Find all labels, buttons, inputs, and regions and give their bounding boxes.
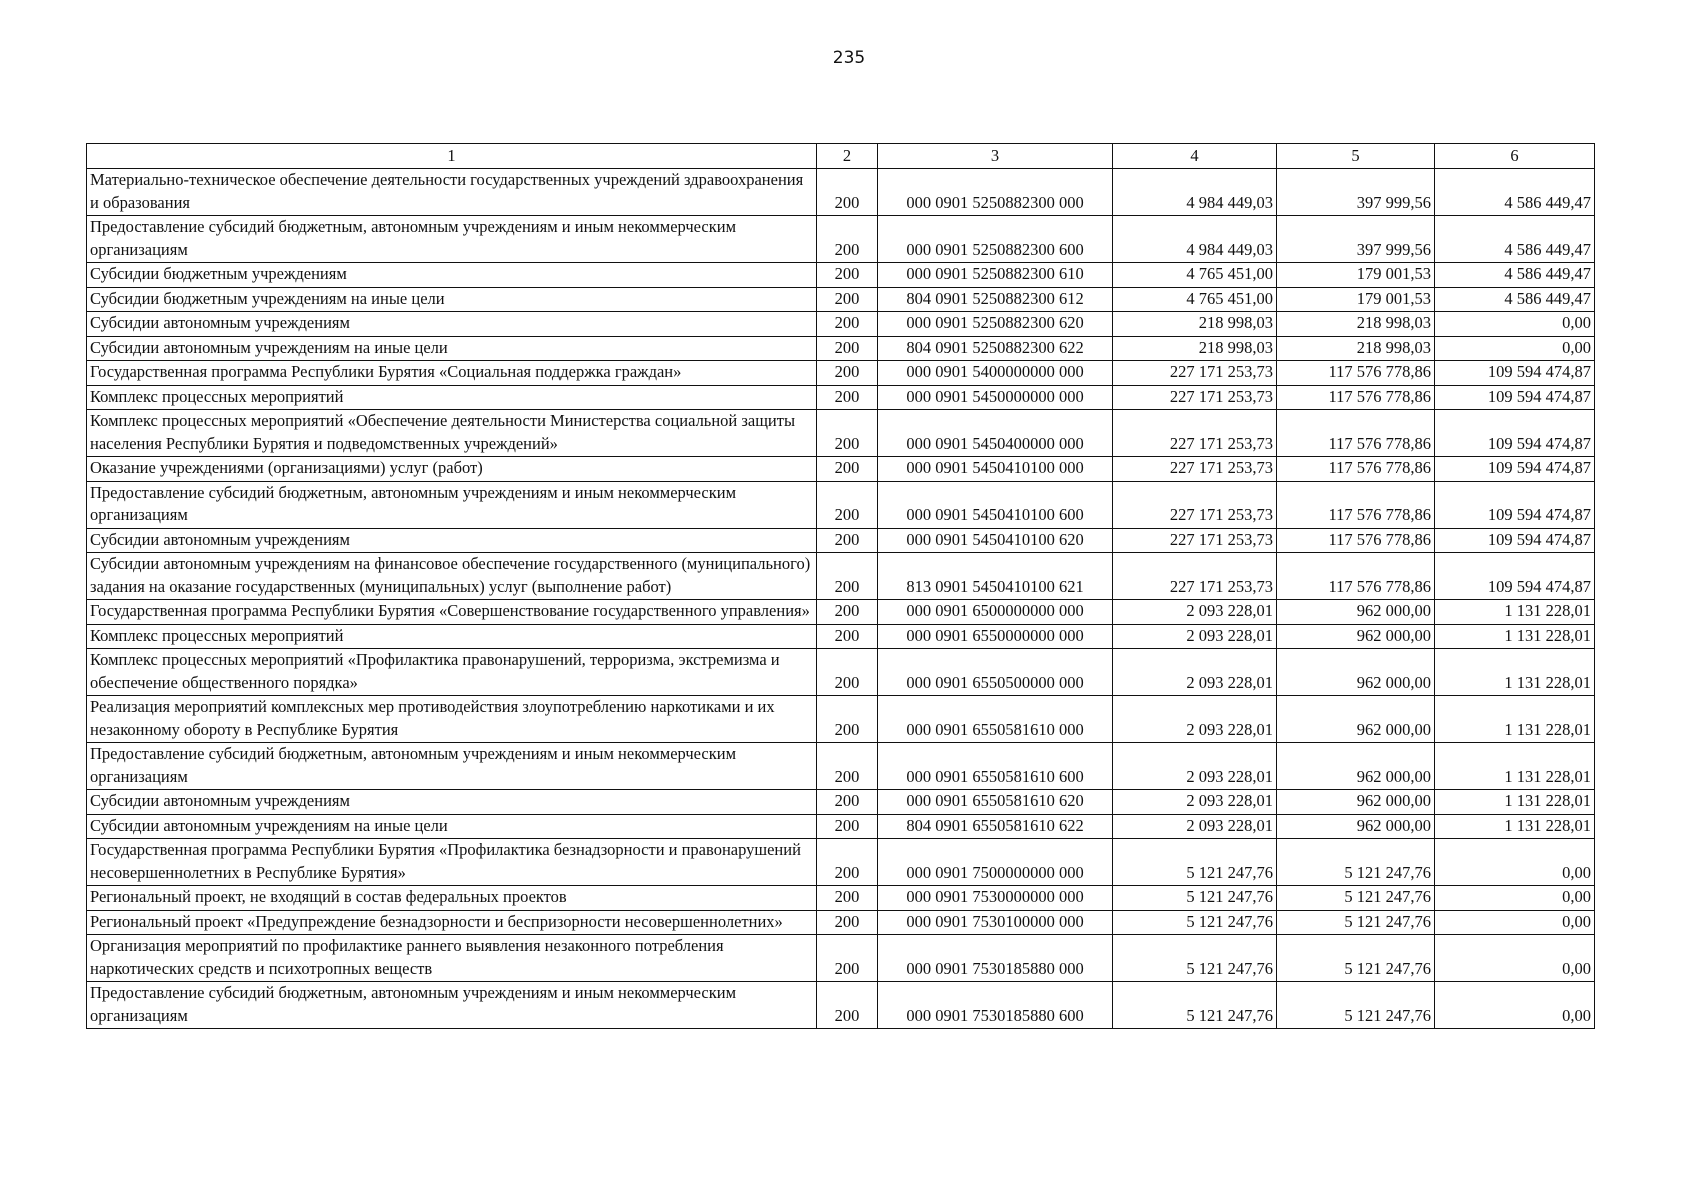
table-row bbox=[87, 814, 1595, 839]
row-admin-code-cell: 200 bbox=[817, 528, 878, 553]
row-budget-code-cell: 804 0901 5250882300 612 bbox=[878, 287, 1113, 312]
row-column4-amount-cell: 227 171 253,73 bbox=[1113, 457, 1277, 482]
row-name-cell: Субсидии автономным учреждениям на иные цели bbox=[87, 814, 817, 839]
table-row bbox=[87, 982, 1595, 1029]
row-column4-amount-cell: 2 093 228,01 bbox=[1113, 649, 1277, 696]
row-column6-amount-cell: 0,00 bbox=[1435, 910, 1595, 935]
row-name-cell: Комплекс процессных мероприятий «Профилактика правонарушений, терроризма, экстремизма и обеспечение общественного порядка» bbox=[87, 649, 817, 696]
row-budget-code-cell: 000 0901 7530000000 000 bbox=[878, 886, 1113, 911]
row-budget-code-cell: 804 0901 6550581610 622 bbox=[878, 814, 1113, 839]
row-column6-amount-cell: 1 131 228,01 bbox=[1435, 743, 1595, 790]
row-column5-amount-cell: 962 000,00 bbox=[1277, 696, 1435, 743]
row-admin-code-cell: 200 bbox=[817, 886, 878, 911]
row-name-cell: Комплекс процессных мероприятий «Обеспечение деятельности Министерства социальной защиты населения Республики Бурятия и подведомственных учреждений» bbox=[87, 410, 817, 457]
header-cell: 1 bbox=[87, 144, 817, 169]
table-row bbox=[87, 336, 1595, 361]
row-admin-code-cell: 200 bbox=[817, 263, 878, 288]
row-column4-amount-cell: 227 171 253,73 bbox=[1113, 528, 1277, 553]
row-budget-code-cell: 000 0901 7500000000 000 bbox=[878, 839, 1113, 886]
row-admin-code-cell: 200 bbox=[817, 553, 878, 600]
row-name-cell: Предоставление субсидий бюджетным, автономным учреждениям и иным некоммерческим организациям bbox=[87, 481, 817, 528]
row-name-cell: Субсидии автономным учреждениям bbox=[87, 312, 817, 337]
row-column4-amount-cell: 5 121 247,76 bbox=[1113, 935, 1277, 982]
row-budget-code-cell: 813 0901 5450410100 621 bbox=[878, 553, 1113, 600]
row-column6-amount-cell: 109 594 474,87 bbox=[1435, 553, 1595, 600]
row-name-cell: Субсидии бюджетным учреждениям на иные цели bbox=[87, 287, 817, 312]
table-row bbox=[87, 743, 1595, 790]
row-budget-code-cell: 000 0901 5250882300 600 bbox=[878, 216, 1113, 263]
row-column4-amount-cell: 2 093 228,01 bbox=[1113, 600, 1277, 625]
row-budget-code-cell: 000 0901 6550500000 000 bbox=[878, 649, 1113, 696]
row-column4-amount-cell: 5 121 247,76 bbox=[1113, 982, 1277, 1029]
row-admin-code-cell: 200 bbox=[817, 481, 878, 528]
row-column5-amount-cell: 218 998,03 bbox=[1277, 336, 1435, 361]
table-row bbox=[87, 169, 1595, 216]
table-row bbox=[87, 649, 1595, 696]
row-name-cell: Субсидии бюджетным учреждениям bbox=[87, 263, 817, 288]
row-column6-amount-cell: 4 586 449,47 bbox=[1435, 216, 1595, 263]
row-name-cell: Материально-техническое обеспечение деятельности государственных учреждений здравоохранения и образования bbox=[87, 169, 817, 216]
row-budget-code-cell: 000 0901 5450410100 000 bbox=[878, 457, 1113, 482]
row-budget-code-cell: 804 0901 5250882300 622 bbox=[878, 336, 1113, 361]
row-column6-amount-cell: 1 131 228,01 bbox=[1435, 624, 1595, 649]
row-budget-code-cell: 000 0901 5400000000 000 bbox=[878, 361, 1113, 386]
row-column5-amount-cell: 5 121 247,76 bbox=[1277, 839, 1435, 886]
row-budget-code-cell: 000 0901 5250882300 610 bbox=[878, 263, 1113, 288]
row-column6-amount-cell: 109 594 474,87 bbox=[1435, 361, 1595, 386]
row-admin-code-cell: 200 bbox=[817, 839, 878, 886]
row-column4-amount-cell: 5 121 247,76 bbox=[1113, 910, 1277, 935]
row-name-cell: Субсидии автономным учреждениям bbox=[87, 790, 817, 815]
row-admin-code-cell: 200 bbox=[817, 336, 878, 361]
row-name-cell: Оказание учреждениями (организациями) услуг (работ) bbox=[87, 457, 817, 482]
row-column5-amount-cell: 397 999,56 bbox=[1277, 169, 1435, 216]
row-column5-amount-cell: 117 576 778,86 bbox=[1277, 457, 1435, 482]
table-row bbox=[87, 886, 1595, 911]
row-admin-code-cell: 200 bbox=[817, 287, 878, 312]
header-cell: 5 bbox=[1277, 144, 1435, 169]
row-name-cell: Предоставление субсидий бюджетным, автономным учреждениям и иным некоммерческим организациям bbox=[87, 982, 817, 1029]
row-admin-code-cell: 200 bbox=[817, 216, 878, 263]
row-column4-amount-cell: 2 093 228,01 bbox=[1113, 696, 1277, 743]
row-column6-amount-cell: 0,00 bbox=[1435, 935, 1595, 982]
row-budget-code-cell: 000 0901 5450400000 000 bbox=[878, 410, 1113, 457]
row-column5-amount-cell: 117 576 778,86 bbox=[1277, 528, 1435, 553]
row-column4-amount-cell: 4 765 451,00 bbox=[1113, 287, 1277, 312]
header-cell: 4 bbox=[1113, 144, 1277, 169]
row-budget-code-cell: 000 0901 5250882300 000 bbox=[878, 169, 1113, 216]
row-name-cell: Реализация мероприятий комплексных мер противодействия злоупотреблению наркотиками и их незаконному обороту в Республике Бурятия bbox=[87, 696, 817, 743]
row-budget-code-cell: 000 0901 6550000000 000 bbox=[878, 624, 1113, 649]
row-admin-code-cell: 200 bbox=[817, 814, 878, 839]
table-row bbox=[87, 790, 1595, 815]
table-row bbox=[87, 839, 1595, 886]
row-name-cell: Организация мероприятий по профилактике раннего выявления незаконного потребления наркотических средств и психотропных веществ bbox=[87, 935, 817, 982]
row-column6-amount-cell: 1 131 228,01 bbox=[1435, 790, 1595, 815]
page-number: 235 bbox=[832, 48, 866, 68]
row-column6-amount-cell: 1 131 228,01 bbox=[1435, 649, 1595, 696]
table-row bbox=[87, 361, 1595, 386]
row-name-cell: Комплекс процессных мероприятий bbox=[87, 385, 817, 410]
row-admin-code-cell: 200 bbox=[817, 600, 878, 625]
row-admin-code-cell: 200 bbox=[817, 696, 878, 743]
row-column5-amount-cell: 117 576 778,86 bbox=[1277, 385, 1435, 410]
row-name-cell: Региональный проект «Предупреждение безнадзорности и беспризорности несовершеннолетних» bbox=[87, 910, 817, 935]
row-column6-amount-cell: 0,00 bbox=[1435, 839, 1595, 886]
row-column4-amount-cell: 4 984 449,03 bbox=[1113, 169, 1277, 216]
row-column4-amount-cell: 227 171 253,73 bbox=[1113, 361, 1277, 386]
header-cell: 2 bbox=[817, 144, 878, 169]
row-column5-amount-cell: 117 576 778,86 bbox=[1277, 481, 1435, 528]
row-column5-amount-cell: 962 000,00 bbox=[1277, 649, 1435, 696]
row-column6-amount-cell: 4 586 449,47 bbox=[1435, 287, 1595, 312]
row-column6-amount-cell: 109 594 474,87 bbox=[1435, 528, 1595, 553]
row-budget-code-cell: 000 0901 5450000000 000 bbox=[878, 385, 1113, 410]
row-column4-amount-cell: 227 171 253,73 bbox=[1113, 553, 1277, 600]
row-column5-amount-cell: 5 121 247,76 bbox=[1277, 982, 1435, 1029]
row-name-cell: Региональный проект, не входящий в состав федеральных проектов bbox=[87, 886, 817, 911]
row-budget-code-cell: 000 0901 6500000000 000 bbox=[878, 600, 1113, 625]
row-admin-code-cell: 200 bbox=[817, 361, 878, 386]
row-budget-code-cell: 000 0901 7530185880 000 bbox=[878, 935, 1113, 982]
row-column6-amount-cell: 109 594 474,87 bbox=[1435, 481, 1595, 528]
row-name-cell: Государственная программа Республики Бурятия «Совершенствование государственного управления» bbox=[87, 600, 817, 625]
row-column5-amount-cell: 218 998,03 bbox=[1277, 312, 1435, 337]
row-name-cell: Субсидии автономным учреждениям bbox=[87, 528, 817, 553]
header-cell: 3 bbox=[878, 144, 1113, 169]
row-name-cell: Государственная программа Республики Бурятия «Профилактика безнадзорности и правонарушений несовершеннолетних в Республике Бурятия» bbox=[87, 839, 817, 886]
row-column5-amount-cell: 5 121 247,76 bbox=[1277, 910, 1435, 935]
table-row bbox=[87, 910, 1595, 935]
row-column6-amount-cell: 4 586 449,47 bbox=[1435, 263, 1595, 288]
table-row bbox=[87, 263, 1595, 288]
row-column6-amount-cell: 0,00 bbox=[1435, 336, 1595, 361]
row-column4-amount-cell: 227 171 253,73 bbox=[1113, 385, 1277, 410]
row-column5-amount-cell: 179 001,53 bbox=[1277, 263, 1435, 288]
row-budget-code-cell: 000 0901 7530100000 000 bbox=[878, 910, 1113, 935]
row-column5-amount-cell: 962 000,00 bbox=[1277, 743, 1435, 790]
table-row bbox=[87, 287, 1595, 312]
table-row bbox=[87, 216, 1595, 263]
row-column6-amount-cell: 1 131 228,01 bbox=[1435, 814, 1595, 839]
row-budget-code-cell: 000 0901 6550581610 600 bbox=[878, 743, 1113, 790]
row-admin-code-cell: 200 bbox=[817, 649, 878, 696]
row-admin-code-cell: 200 bbox=[817, 385, 878, 410]
row-name-cell: Государственная программа Республики Бурятия «Социальная поддержка граждан» bbox=[87, 361, 817, 386]
row-budget-code-cell: 000 0901 6550581610 620 bbox=[878, 790, 1113, 815]
row-budget-code-cell: 000 0901 5450410100 600 bbox=[878, 481, 1113, 528]
row-column6-amount-cell: 1 131 228,01 bbox=[1435, 600, 1595, 625]
row-admin-code-cell: 200 bbox=[817, 624, 878, 649]
row-column4-amount-cell: 2 093 228,01 bbox=[1113, 790, 1277, 815]
row-column5-amount-cell: 397 999,56 bbox=[1277, 216, 1435, 263]
header-cell: 6 bbox=[1435, 144, 1595, 169]
row-name-cell: Субсидии автономным учреждениям на иные цели bbox=[87, 336, 817, 361]
table-row bbox=[87, 935, 1595, 982]
table-row bbox=[87, 312, 1595, 337]
row-column6-amount-cell: 1 131 228,01 bbox=[1435, 696, 1595, 743]
row-column6-amount-cell: 0,00 bbox=[1435, 312, 1595, 337]
row-admin-code-cell: 200 bbox=[817, 410, 878, 457]
row-name-cell: Субсидии автономным учреждениям на финансовое обеспечение государственного (муниципального) задания на оказание государственных (муниципальных) услуг (выполнение работ) bbox=[87, 553, 817, 600]
row-column6-amount-cell: 109 594 474,87 bbox=[1435, 457, 1595, 482]
row-column4-amount-cell: 4 984 449,03 bbox=[1113, 216, 1277, 263]
row-column5-amount-cell: 5 121 247,76 bbox=[1277, 935, 1435, 982]
table-row bbox=[87, 624, 1595, 649]
table-row bbox=[87, 696, 1595, 743]
row-budget-code-cell: 000 0901 6550581610 000 bbox=[878, 696, 1113, 743]
row-column5-amount-cell: 962 000,00 bbox=[1277, 624, 1435, 649]
row-budget-code-cell: 000 0901 5250882300 620 bbox=[878, 312, 1113, 337]
row-admin-code-cell: 200 bbox=[817, 312, 878, 337]
row-column5-amount-cell: 117 576 778,86 bbox=[1277, 410, 1435, 457]
header-row bbox=[87, 144, 1595, 169]
table-row bbox=[87, 410, 1595, 457]
row-column4-amount-cell: 5 121 247,76 bbox=[1113, 886, 1277, 911]
row-admin-code-cell: 200 bbox=[817, 935, 878, 982]
budget-table bbox=[86, 143, 1595, 1029]
row-admin-code-cell: 200 bbox=[817, 169, 878, 216]
row-column4-amount-cell: 227 171 253,73 bbox=[1113, 410, 1277, 457]
row-column5-amount-cell: 962 000,00 bbox=[1277, 600, 1435, 625]
row-name-cell: Предоставление субсидий бюджетным, автономным учреждениям и иным некоммерческим организациям bbox=[87, 743, 817, 790]
row-admin-code-cell: 200 bbox=[817, 910, 878, 935]
row-column4-amount-cell: 2 093 228,01 bbox=[1113, 814, 1277, 839]
row-column5-amount-cell: 962 000,00 bbox=[1277, 790, 1435, 815]
row-column6-amount-cell: 109 594 474,87 bbox=[1435, 385, 1595, 410]
table-row bbox=[87, 553, 1595, 600]
row-column5-amount-cell: 179 001,53 bbox=[1277, 287, 1435, 312]
row-budget-code-cell: 000 0901 5450410100 620 bbox=[878, 528, 1113, 553]
row-column4-amount-cell: 2 093 228,01 bbox=[1113, 743, 1277, 790]
row-column5-amount-cell: 117 576 778,86 bbox=[1277, 361, 1435, 386]
row-column4-amount-cell: 2 093 228,01 bbox=[1113, 624, 1277, 649]
table-row bbox=[87, 385, 1595, 410]
row-column6-amount-cell: 0,00 bbox=[1435, 982, 1595, 1029]
row-admin-code-cell: 200 bbox=[817, 982, 878, 1029]
table-row bbox=[87, 600, 1595, 625]
row-column4-amount-cell: 218 998,03 bbox=[1113, 312, 1277, 337]
row-column4-amount-cell: 4 765 451,00 bbox=[1113, 263, 1277, 288]
row-column6-amount-cell: 4 586 449,47 bbox=[1435, 169, 1595, 216]
row-admin-code-cell: 200 bbox=[817, 457, 878, 482]
row-column6-amount-cell: 109 594 474,87 bbox=[1435, 410, 1595, 457]
table-row bbox=[87, 457, 1595, 482]
table-row bbox=[87, 528, 1595, 553]
table-row bbox=[87, 481, 1595, 528]
row-admin-code-cell: 200 bbox=[817, 743, 878, 790]
row-admin-code-cell: 200 bbox=[817, 790, 878, 815]
row-column5-amount-cell: 962 000,00 bbox=[1277, 814, 1435, 839]
row-name-cell: Комплекс процессных мероприятий bbox=[87, 624, 817, 649]
row-column6-amount-cell: 0,00 bbox=[1435, 886, 1595, 911]
row-column5-amount-cell: 117 576 778,86 bbox=[1277, 553, 1435, 600]
row-column5-amount-cell: 5 121 247,76 bbox=[1277, 886, 1435, 911]
row-name-cell: Предоставление субсидий бюджетным, автономным учреждениям и иным некоммерческим организациям bbox=[87, 216, 817, 263]
row-column4-amount-cell: 218 998,03 bbox=[1113, 336, 1277, 361]
row-budget-code-cell: 000 0901 7530185880 600 bbox=[878, 982, 1113, 1029]
row-column4-amount-cell: 5 121 247,76 bbox=[1113, 839, 1277, 886]
row-column4-amount-cell: 227 171 253,73 bbox=[1113, 481, 1277, 528]
